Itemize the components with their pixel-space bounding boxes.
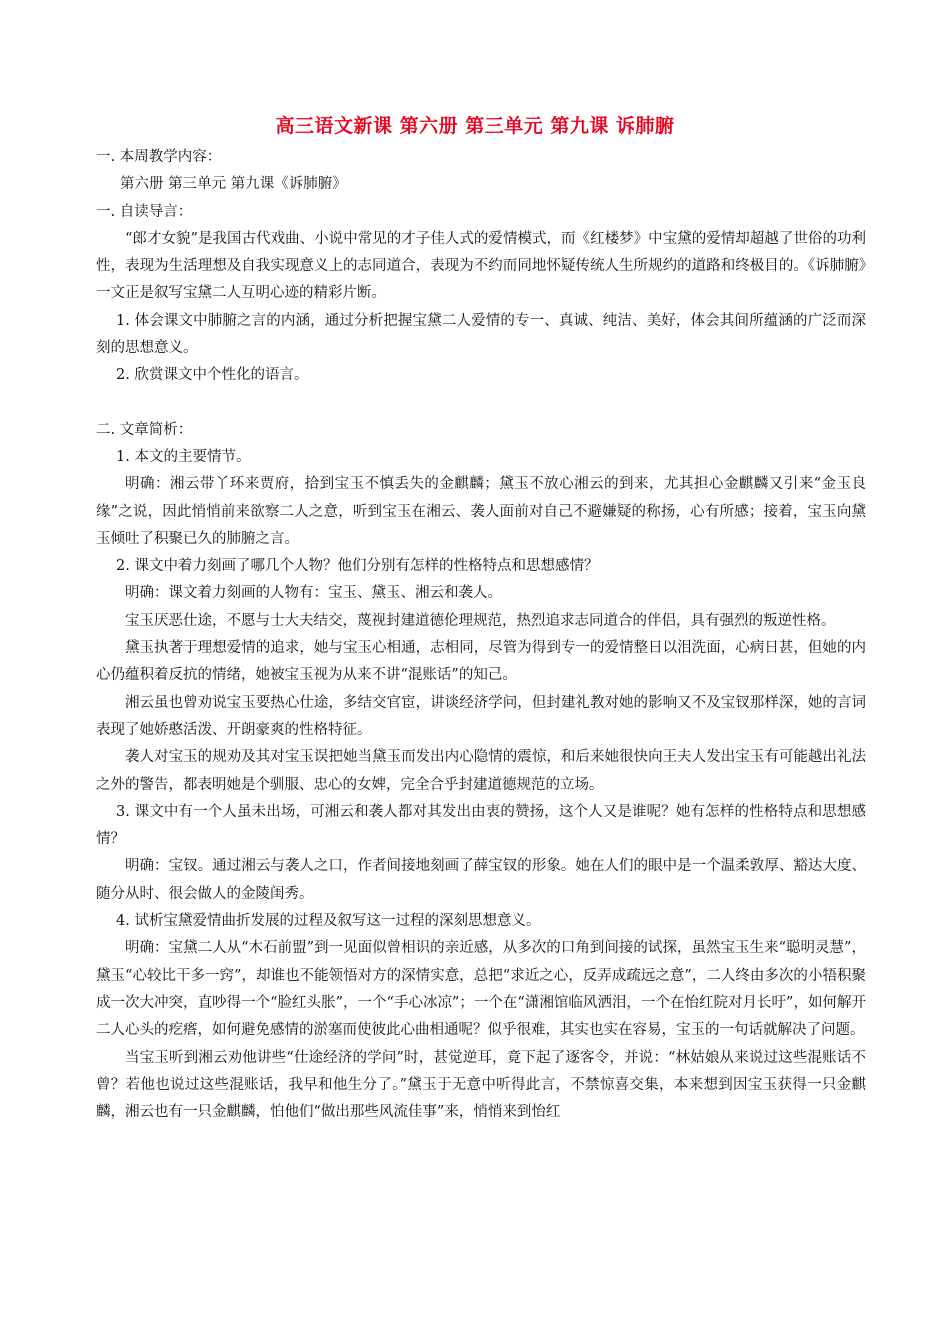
body-paragraph: 当宝玉听到湘云劝他讲些“仕途经济的学问”时，甚觉逆耳，竟下起了逐客令，并说：“林姑娘从来说过这些混账话不曾？若他也说过这些混账话，我早和他生分了。”黛玉于无意中听得此言，不禁惊喜交集，本来想到因宝玉获得一只金麒麟，湘云也有一只金麒麟，怕他们“做出那些风流佳事”来，悄悄来到怡红 [96, 1049, 866, 1121]
question: 4. 试析宝黛爱情曲折发展的过程及叙写这一过程的深刻思想意义。 [116, 913, 541, 930]
character-paragraph: 湘云虽也曾劝说宝玉要热心仕途，多结交官宦，讲谈经济学问，但封建礼教对她的影响又不及宝钗那样深，她的言词表现了她娇憨活泼、开朗豪爽的性格特征。 [96, 694, 866, 738]
goal-item: 1. 体会课文中肺腑之言的内涵，通过分析把握宝黛二人爱情的专一、真诚、纯洁、美好，体会其间所蕴涵的广泛而深刻的思想意义。 [96, 312, 866, 357]
document-title: 高三语文新课 第六册 第三单元 第九课 诉肺腑 [275, 115, 675, 137]
answer: 明确：课文着力刻画的人物有：宝玉、黛玉、湘云和袭人。 [125, 585, 502, 602]
character-paragraph: 黛玉执著于理想爱情的追求，她与宝玉心相通，志相同，尽管为得到专一的爱情整日以泪洗面，心病日甚，但她的内心仍蕴积着反抗的情绪，她被宝玉视为从来不讲“混账话”的知己。 [96, 640, 866, 684]
question: 3. 课文中有一个人虽未出场，可湘云和袭人都对其发出由衷的赞扬，这个人又是谁呢？她有怎样的性格特点和思想感情？ [96, 803, 866, 848]
section-heading: 一. 自读导言： [96, 203, 193, 220]
spacer [96, 390, 866, 417]
answer: 明确：宝黛二人从“木石前盟”到一见面似曾相识的亲近感，从多次的口角到间接的试探，虽然宝玉生来“聪明灵慧”，黛玉“心较比干多一窍”，却谁也不能领悟对方的深情实意，总把“求近之心，反弄成疏远之意”，二人终由多次的小牾积聚成一次大冲突，直吵得一个“脸红头胀”，一个“手心冰凉”；一个在“潇湘馆临风洒泪，一个在怡红院对月长吁”，如何解开二人心头的疙瘩，如何避免感情的淤塞而使彼此心曲相通呢？似乎很难，其实也实在容易，宝玉的一句话就解决了问题。 [96, 940, 866, 1039]
section-heading: 二. 文章简析： [96, 421, 193, 438]
character-paragraph: 宝玉厌恶仕途，不愿与士大夫结交，蔑视封建道德伦理规范，热烈追求志同道合的伴侣，具有强烈的叛逆性格。 [125, 612, 836, 629]
answer: 明确：湘云带丫环来贾府，拾到宝玉不慎丢失的金麒麟；黛玉不放心湘云的到来，尤其担心金麒麟又引来“金玉良缘”之说，因此悄悄前来欲察二人之意，听到宝玉在湘云、袭人面前对自己不避嫌疑的称扬，心有所感；接着，宝玉向黛玉倾吐了积聚已久的肺腑之言。 [96, 476, 866, 547]
document-body [96, 144, 866, 1126]
question: 2. 课文中着力刻画了哪几个人物？他们分别有怎样的性格特点和思想感情？ [116, 558, 599, 575]
character-paragraph: 袭人对宝玉的规劝及其对宝玉误把她当黛玉而发出内心隐情的震惊，和后来她很快向王夫人发出宝玉有可能越出礼法之外的警告，都表明她是个驯服、忠心的女婢，完全合乎封建道德规范的立场。 [96, 749, 866, 793]
section-heading: 一. 本周教学内容： [96, 149, 222, 165]
goal-item: 2. 欣赏课文中个性化的语言。 [116, 367, 309, 384]
intro-paragraph: “郎才女貌”是我国古代戏曲、小说中常见的才子佳人式的爱情模式，而《红楼梦》中宝黛的爱情却超越了世俗的功利性，表现为生活理想及自我实现意义上的志同道合，表现为不约而同地怀疑传统人生所规约的道路和终极目的。《诉肺腑》一文正是叙写宝黛二人互明心迹的精彩片断。 [96, 230, 866, 302]
answer: 明确：宝钗。通过湘云与袭人之口，作者间接地刻画了薛宝钗的形象。她在人们的眼中是一个温柔敦厚、豁达大度、随分从时、很会做人的金陵闺秀。 [96, 858, 866, 902]
lesson-content: 第六册 第三单元 第九课《诉肺腑》 [120, 176, 347, 193]
question: 1. 本文的主要情节。 [116, 448, 251, 465]
